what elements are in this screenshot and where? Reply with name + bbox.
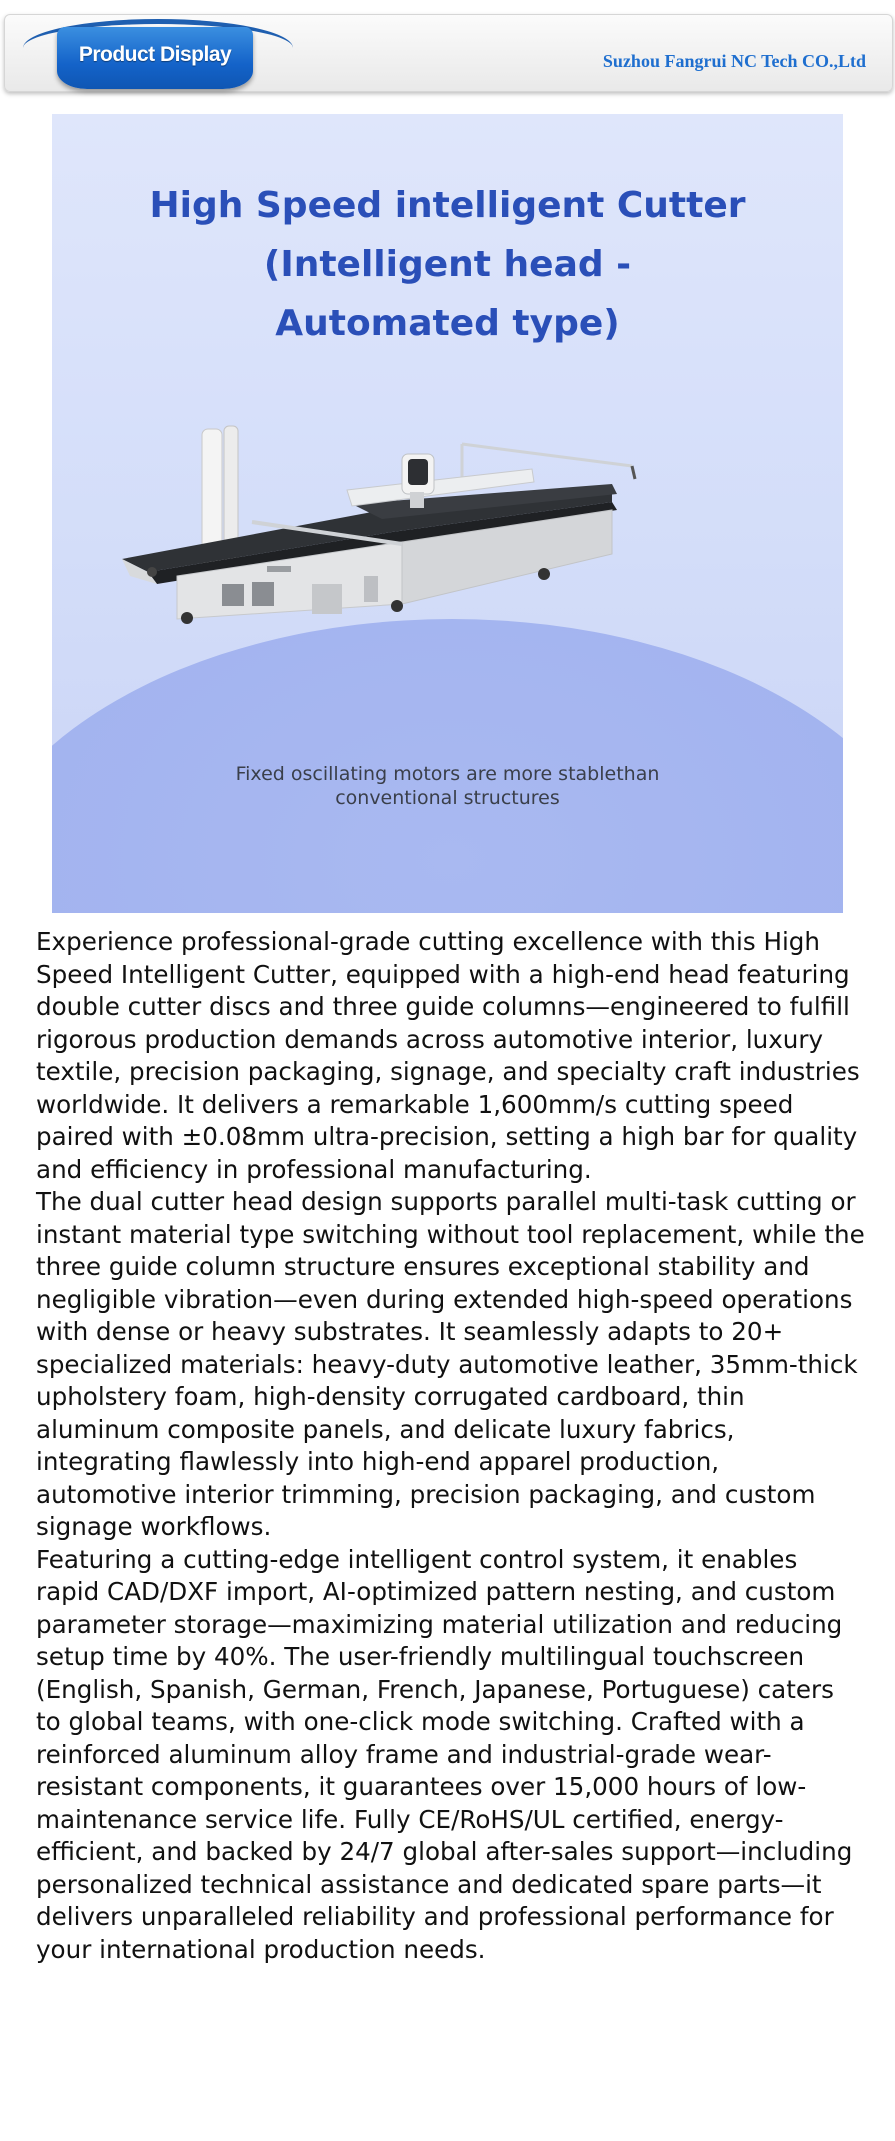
hero-caption <box>52 762 843 810</box>
product-display-tab[interactable] <box>57 27 253 89</box>
description-paragraph-1: Experience professional-grade cutting excellence with this High Speed Intelligent Cutter, equipped with a high-end head featuring double cutter discs and three guide columns—engineered to fulfill rigorous production demands across automotive interior, luxury textile, precision packaging, signage, and specialty craft industries worldwide. It delivers a remarkable 1,600mm/s cutting speed paired with ±0.08mm ultra-precision, setting a high bar for quality and efficiency in professional manufacturing. <box>36 927 860 1184</box>
description-paragraph-3: Featuring a cutting-edge intelligent control system, it enables rapid CAD/DXF import, AI-optimized pattern nesting, and custom parameter storage—maximizing material utilization and reducing setup time by 40%. The user-friendly multilingual touchscreen (English, Spanish, German, French, Japanese, Portuguese) caters to global teams, with one-click mode switching. Crafted with a reinforced aluminum alloy frame and industrial-grade wear-resistant components, it guarantees over 15,000 hours of low-maintenance service life. Fully CE/RoHS/UL certified, energy-efficient, and backed by 24/7 global after-sales support—including personalized technical assistance and dedicated spare parts—it delivers unparalleled reliability and professional performance for your international production needs. <box>36 1544 853 1964</box>
hero-caption-line-1: Fixed oscillating motors are more stablethan <box>235 763 660 785</box>
hero-title-line-1: High Speed intelligent Cutter <box>149 185 746 226</box>
hero-title-line-2: (Intelligent head - <box>263 244 632 285</box>
company-name: Suzhou Fangrui NC Tech CO.,Ltd <box>602 51 866 71</box>
product-display-label: Product Display <box>78 43 232 66</box>
description-paragraph-2: The dual cutter head design supports parallel multi-task cutting or instant material type switching without tool replacement, while the three guide column structure ensures exceptional stability and negligible vibration—even during extended high-speed operations with dense or heavy substrates. It seamlessly adapts to 20+ specialized materials: heavy-duty automotive leather, 35mm-thick upholstery foam, high-density corrugated cardboard, thin aluminum composite panels, and delicate luxury fabrics, integrating flawlessly into high-end apparel production, automotive interior trimming, precision packaging, and custom signage workflows. <box>36 1187 865 1541</box>
product-hero-image <box>52 114 843 913</box>
hero-title-line-3: Automated type) <box>275 303 620 344</box>
hero-caption-line-2: conventional structures <box>335 787 560 809</box>
header-bar <box>4 14 893 92</box>
product-description <box>36 926 866 1966</box>
